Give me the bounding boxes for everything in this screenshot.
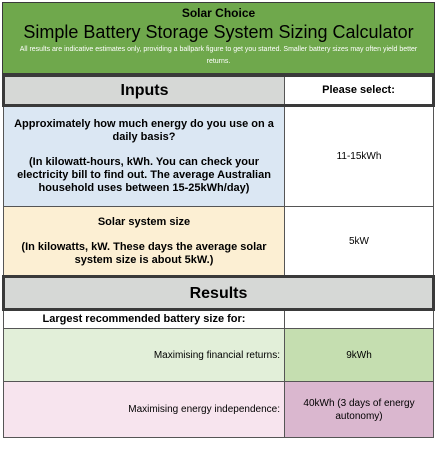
energy-question: Approximately how much energy do you use on a daily basis?: [14, 118, 274, 143]
please-select-heading: Please select:: [285, 76, 434, 106]
energy-select[interactable]: 11-15kWh: [285, 106, 434, 207]
results-heading: Results: [4, 277, 434, 310]
calculator-table: [2, 74, 435, 438]
page-title: Simple Battery Storage System Sizing Calculator: [23, 22, 414, 42]
results-subheading: Largest recommended battery size for:: [4, 310, 285, 329]
financial-returns-label: Maximising financial returns:: [4, 329, 285, 382]
results-subheading-blank: [285, 310, 434, 329]
calculator-sheet: [2, 2, 435, 438]
solar-hint: (In kilowatts, kW. These days the average solar system size is about 5kW.): [21, 240, 267, 266]
energy-hint: (In kilowatt-hours, kWh. You can check your electricity bill to find out. The average Australian household uses between 15-25kWh/day): [17, 156, 271, 194]
financial-returns-value: 9kWh: [285, 329, 434, 382]
energy-independence-label: Maximising energy independence:: [4, 382, 285, 438]
solar-select[interactable]: 5kW: [285, 207, 434, 277]
brand-name: Solar Choice: [181, 6, 256, 20]
header-banner: [2, 2, 435, 74]
energy-independence-value: 40kWh (3 days of energy autonomy): [285, 382, 434, 438]
solar-question: Solar system size: [97, 215, 191, 228]
solar-question-cell: [4, 207, 285, 277]
disclaimer-text: All results are indicative estimates only, providing a ballpark figure to get you started. Smaller battery sizes may often yield better returns.: [19, 46, 418, 65]
energy-question-cell: [4, 106, 285, 207]
inputs-heading: Inputs: [4, 76, 285, 106]
